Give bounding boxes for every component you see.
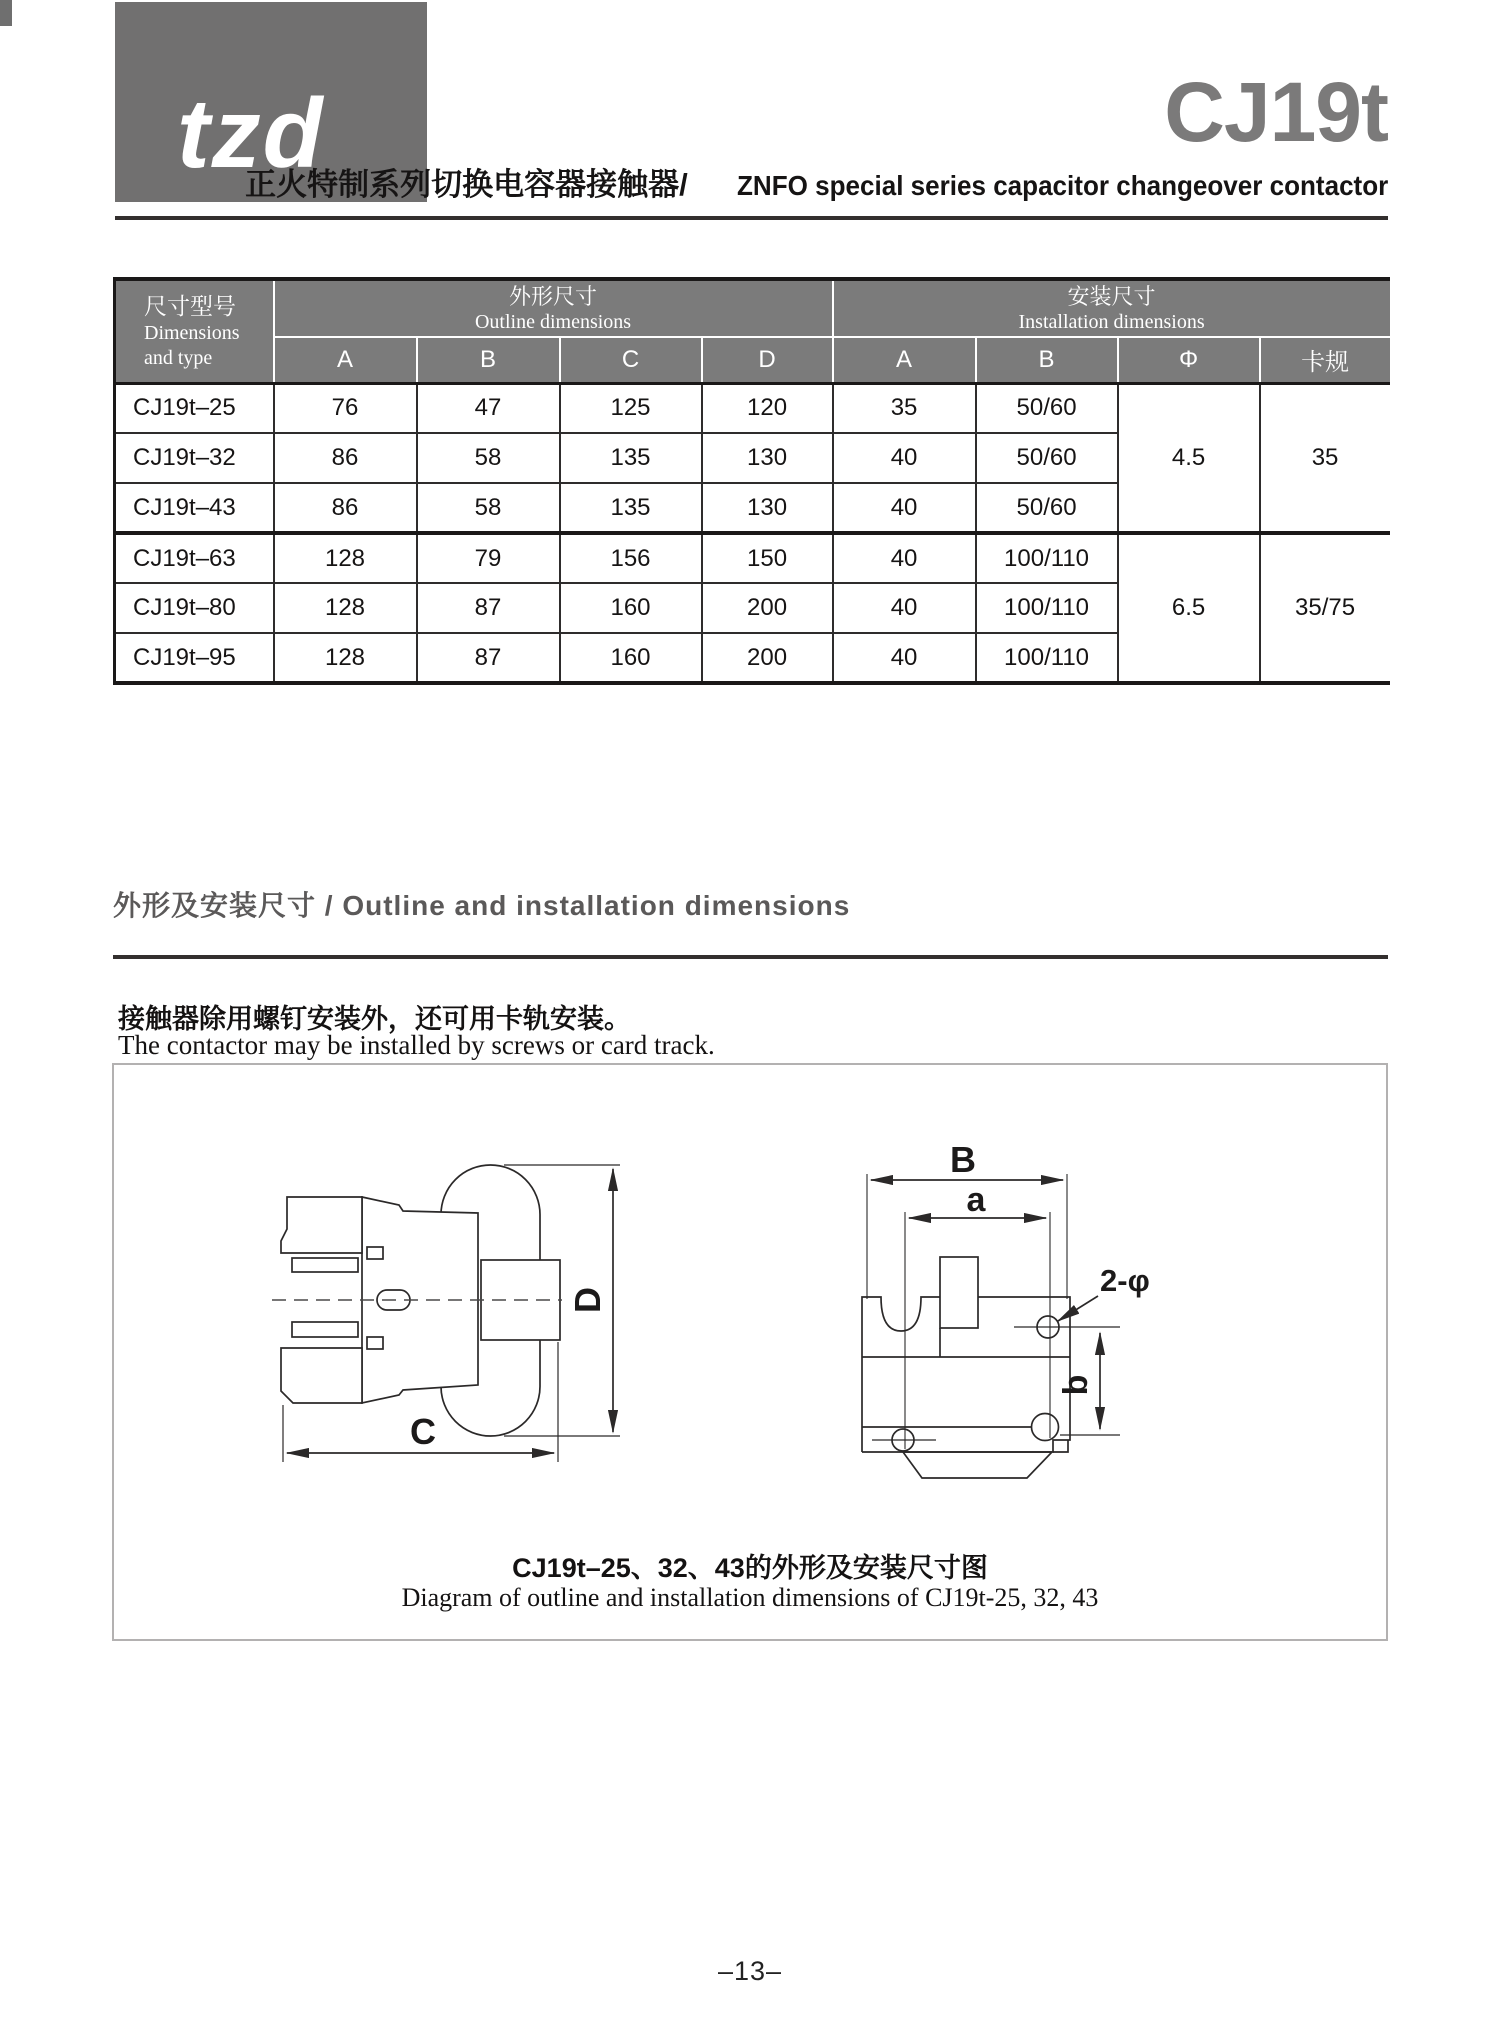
- gauge-merged-cell: 35: [1260, 383, 1390, 533]
- dim-label-D: D: [567, 1287, 608, 1313]
- installation-dimensions-header: [833, 279, 1390, 337]
- installation-header-zh: 安装尺寸: [1067, 283, 1156, 309]
- dim-label-B: B: [950, 1139, 976, 1180]
- dim-label-holes: 2-φ: [1100, 1263, 1150, 1298]
- install-a-cell: 40: [833, 583, 976, 633]
- outline-a-cell: 128: [274, 533, 417, 583]
- outline-header-zh: 外形尺寸: [509, 283, 598, 309]
- fin-bottom: [292, 1322, 358, 1337]
- install-b-cell: 50/60: [976, 383, 1118, 433]
- header-rule: [115, 216, 1388, 220]
- holes-leader-line: [1058, 1296, 1098, 1321]
- outline-header-en: Outline dimensions: [474, 310, 632, 333]
- model-cell: CJ19t–32: [115, 433, 274, 483]
- dim-label-C: C: [410, 1411, 436, 1452]
- install-b-cell: 100/110: [976, 583, 1118, 633]
- corner-header-zh: 尺寸型号: [144, 293, 236, 320]
- outline-a-cell: 128: [274, 583, 417, 633]
- install-a-cell: 35: [833, 383, 976, 433]
- outline-d-cell: 130: [702, 433, 833, 483]
- dimensions-table-head: [115, 279, 1390, 383]
- table-row: [115, 533, 1390, 583]
- outline-b-cell: 47: [417, 383, 560, 433]
- table-row: [115, 383, 1390, 433]
- column-header-2: B: [417, 337, 560, 383]
- series-subtitle-zh: 正火特制系列切换电容器接触器/: [245, 167, 688, 202]
- mount-hole-bottom-right: [1032, 1414, 1059, 1441]
- outline-d-cell: 130: [702, 483, 833, 533]
- series-subtitle: [245, 166, 1388, 210]
- outline-a-cell: 86: [274, 433, 417, 483]
- column-header-1: A: [274, 337, 417, 383]
- dim-label-b: b: [1057, 1374, 1095, 1396]
- dimensions-table: [113, 277, 1390, 685]
- model-cell: CJ19t–80: [115, 583, 274, 633]
- section-title: 外形及安装尺寸 / Outline and installation dimensions: [113, 890, 851, 921]
- corner-header-en: Dimensions and type: [144, 322, 240, 370]
- outline-d-cell: 120: [702, 383, 833, 433]
- series-subtitle-en: ZNFO special series capacitor changeover contactor: [736, 170, 1388, 201]
- install-b-cell: 100/110: [976, 633, 1118, 683]
- model-cell: CJ19t–95: [115, 633, 274, 683]
- install-b-cell: 50/60: [976, 433, 1118, 483]
- outline-b-cell: 58: [417, 433, 560, 483]
- outline-dimensions-header: [274, 279, 833, 337]
- table-corner-header: [115, 279, 274, 383]
- install-b-cell: 50/60: [976, 483, 1118, 533]
- terminal-bottom: [281, 1348, 362, 1403]
- dimensions-table-body: [115, 383, 1390, 683]
- outline-c-cell: 125: [560, 383, 702, 433]
- outline-c-cell: 135: [560, 483, 702, 533]
- page-title-model: CJ19t: [1164, 65, 1388, 159]
- install-a-cell: 40: [833, 433, 976, 483]
- page-number: –13–: [717, 1956, 783, 1986]
- diagram-caption-en: Diagram of outline and installation dimensions of CJ19t-25, 32, 43: [401, 1583, 1099, 1612]
- outline-b-cell: 87: [417, 583, 560, 633]
- mount-foot-tab: [1053, 1440, 1068, 1452]
- outline-c-cell: 160: [560, 583, 702, 633]
- gauge-merged-cell: 35/75: [1260, 533, 1390, 683]
- table-group-header-row: [115, 279, 1390, 337]
- screw-bottom: [367, 1337, 383, 1349]
- outline-c-cell: 135: [560, 433, 702, 483]
- phi-merged-cell: 6.5: [1118, 533, 1260, 683]
- outline-b-cell: 79: [417, 533, 560, 583]
- mount-trapezoid: [903, 1452, 1052, 1478]
- screw-top: [367, 1247, 383, 1259]
- column-header-8: 卡规: [1260, 337, 1390, 383]
- page-corner-mark: [0, 0, 12, 26]
- install-a-cell: 40: [833, 533, 976, 583]
- diagram-caption-zh: CJ19t–25、32、43的外形及安装尺寸图: [512, 1553, 988, 1583]
- outline-a-cell: 76: [274, 383, 417, 433]
- outline-d-cell: 150: [702, 533, 833, 583]
- column-header-6: B: [976, 337, 1118, 383]
- outline-b-cell: 87: [417, 633, 560, 683]
- table-subheader-row: [115, 337, 1390, 383]
- install-note-en: The contactor may be installed by screws or card track.: [118, 1030, 715, 1060]
- model-cell: CJ19t–43: [115, 483, 274, 533]
- dim-label-a: a: [966, 1181, 986, 1219]
- column-header-5: A: [833, 337, 976, 383]
- outline-d-cell: 200: [702, 633, 833, 683]
- fin-top: [292, 1258, 358, 1272]
- outline-d-cell: 200: [702, 583, 833, 633]
- install-note-zh: 接触器除用螺钉安装外，还可用卡轨安装。: [118, 1004, 631, 1034]
- outline-a-cell: 86: [274, 483, 417, 533]
- outline-c-cell: 156: [560, 533, 702, 583]
- install-b-cell: 100/110: [976, 533, 1118, 583]
- section-rule: [113, 955, 1388, 959]
- brand-logo-text: tzd: [177, 78, 325, 188]
- model-cell: CJ19t–63: [115, 533, 274, 583]
- column-header-3: C: [560, 337, 702, 383]
- installation-header-en: Installation dimensions: [1018, 310, 1205, 333]
- outline-b-cell: 58: [417, 483, 560, 533]
- mounting-plan-view: [862, 1174, 1120, 1478]
- mount-clamp: [940, 1257, 978, 1328]
- terminal-top: [281, 1197, 362, 1253]
- column-header-7: Φ: [1118, 337, 1260, 383]
- install-a-cell: 40: [833, 633, 976, 683]
- outline-c-cell: 160: [560, 633, 702, 683]
- column-header-4: D: [702, 337, 833, 383]
- outline-a-cell: 128: [274, 633, 417, 683]
- model-cell: CJ19t–25: [115, 383, 274, 433]
- install-a-cell: 40: [833, 483, 976, 533]
- phi-merged-cell: 4.5: [1118, 383, 1260, 533]
